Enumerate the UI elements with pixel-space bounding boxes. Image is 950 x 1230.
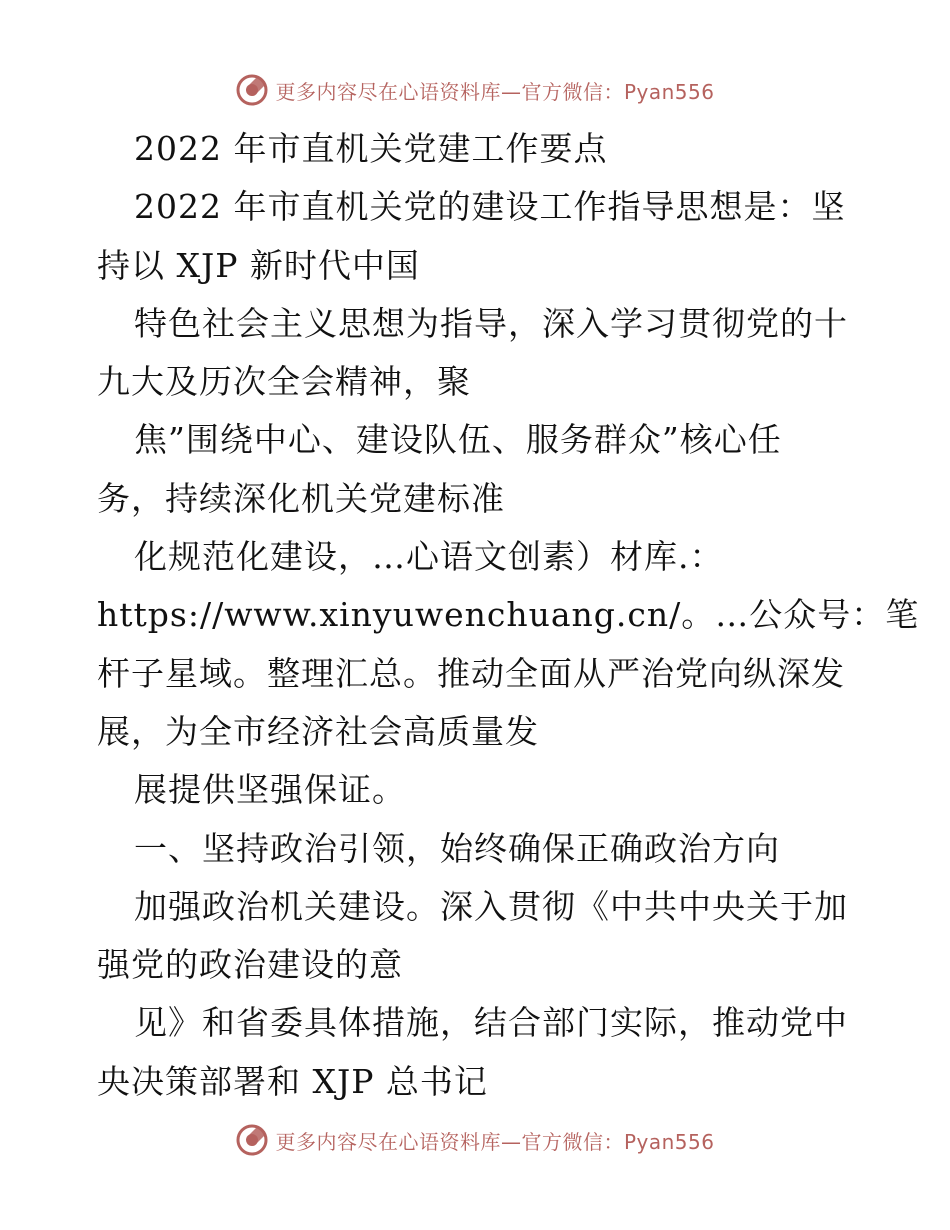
paragraph-line: 2022 年市直机关党的建设工作指导思想是：坚	[134, 187, 846, 227]
paragraph-line: 焦”围绕中心、建设队伍、服务群众”核心任	[134, 420, 782, 460]
watermark-text: 更多内容尽在心语资料库—官方微信：Pyan556	[275, 1129, 715, 1154]
paragraph-line: 务，持续深化机关党建标准	[97, 478, 505, 518]
paragraph-line: 九大及历次全会精神，聚	[97, 362, 471, 402]
paragraph-line: 强党的政治建设的意	[97, 945, 403, 985]
watermark-footer	[0, 1120, 950, 1160]
logo-icon	[235, 1123, 269, 1157]
paragraph-line: 央决策部署和 XJP 总书记	[97, 1061, 488, 1101]
paragraph-line: 展提供坚强保证。	[134, 770, 406, 810]
paragraph-line: 见》和省委具体措施，结合部门实际，推动党中	[134, 1003, 848, 1043]
logo-icon	[235, 73, 269, 107]
paragraph-line: 化规范化建设，…心语文创素）材库.：	[134, 537, 724, 577]
document-title: 2022 年市直机关党建工作要点	[134, 129, 608, 168]
paragraph-line: 杆子星域。整理汇总。推动全面从严治党向纵深发	[97, 653, 845, 693]
paragraph-line: 持以 XJP 新时代中国	[97, 245, 420, 285]
watermark-header	[0, 70, 950, 110]
paragraph-line-url: https://www.xinyuwenchuang.cn/。…公众号：笔	[97, 595, 920, 635]
section-heading: 一、坚持政治引领，始终确保正确政治方向	[134, 828, 780, 868]
paragraph-line: 展，为全市经济社会高质量发	[97, 711, 539, 751]
watermark-text: 更多内容尽在心语资料库—官方微信：Pyan556	[275, 79, 715, 104]
paragraph-line: 加强政治机关建设。深入贯彻《中共中央关于加	[134, 886, 848, 926]
document-body	[97, 120, 920, 1111]
paragraph-line: 特色社会主义思想为指导，深入学习贯彻党的十	[134, 303, 848, 343]
